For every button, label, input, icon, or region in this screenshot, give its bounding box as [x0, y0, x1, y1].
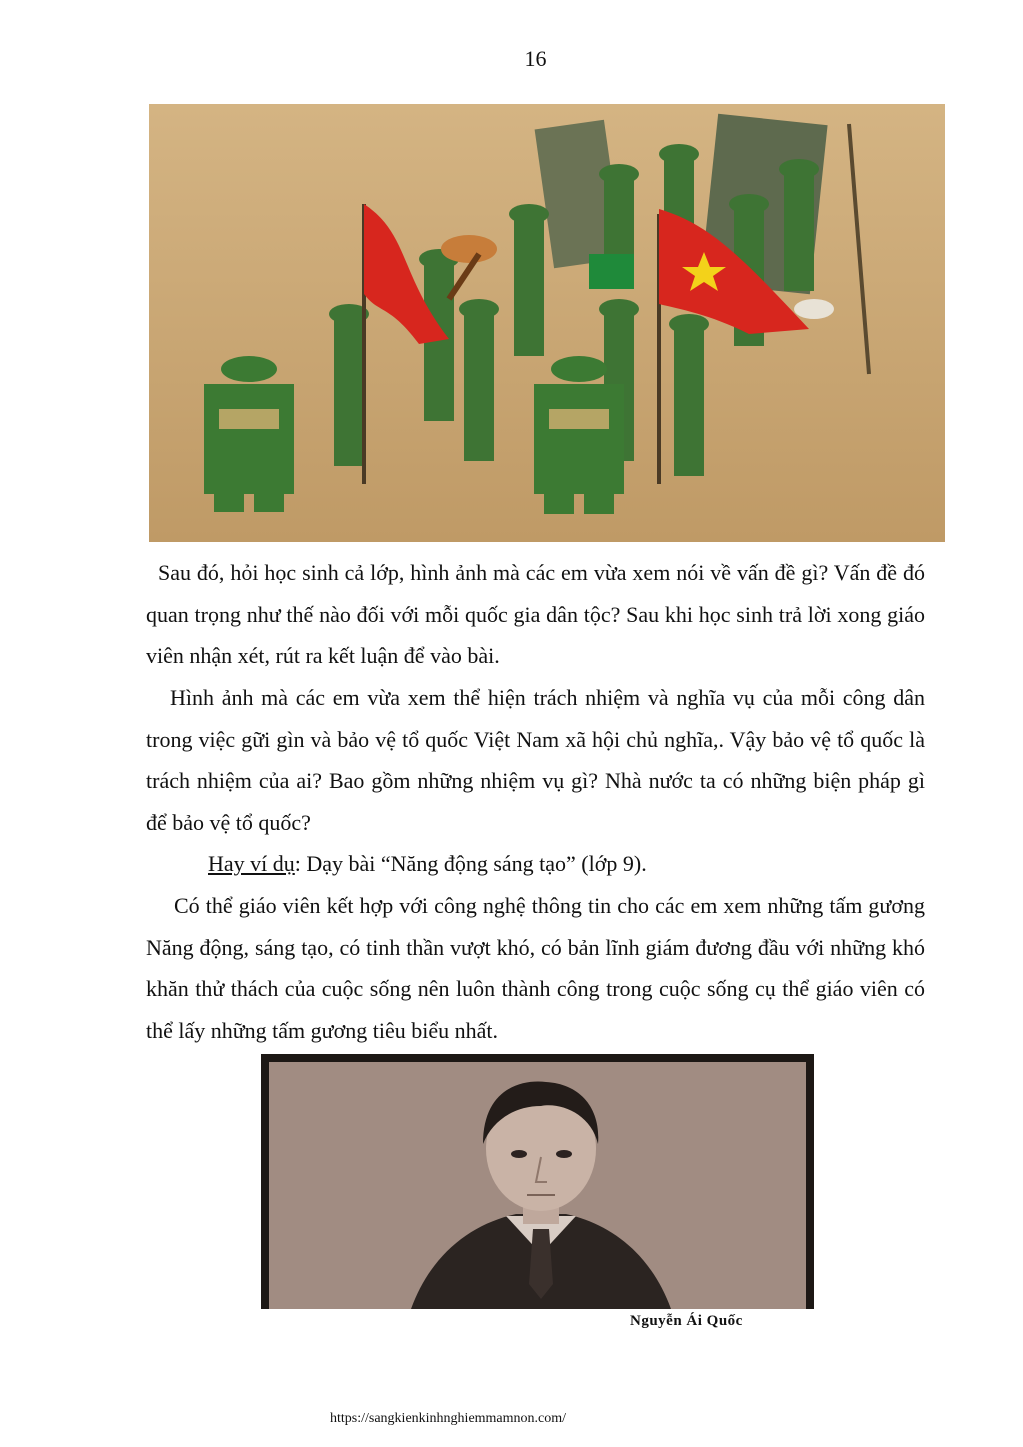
paragraph-4: Có thể giáo viên kết hợp với công nghệ thông tin cho các em xem những tấm gương Năng động, sáng tạo, có tinh thần vượt khó, có bản lĩnh giám đương đầu với những khó khăn thử thách của cuộc sống nên luôn thành công trong cuộc sống cụ thể giáo viên có thể lấy những tấm gương tiêu biểu nhất.	[146, 893, 925, 1043]
footer-url: https://sangkienkinhnghiemmamnon.com/	[330, 1411, 567, 1426]
example-label: Hay ví dụ	[208, 851, 295, 876]
portrait-photo	[261, 1054, 814, 1309]
example-text: : Dạy bài “Năng động sáng tạo” (lớp 9).	[294, 851, 647, 876]
portrait-caption: Nguyễn Ái Quốc	[630, 1313, 743, 1329]
paragraph-2: Hình ảnh mà các em vừa xem thể hiện trách nhiệm và nghĩa vụ của mỗi công dân trong việc gữi gìn và bảo vệ tổ quốc Việt Nam xã hội chủ nghĩa,. Vậy bảo vệ tổ quốc là trách nhiệm của ai? Bao gồm những nhiệm vụ gì? Nhà nước ta có những biện pháp gì để bảo vệ tổ quốc?	[146, 685, 925, 835]
paragraph-3	[146, 843, 925, 885]
soldiers-parade-photo	[149, 104, 945, 542]
page-number: 16	[524, 46, 547, 71]
paragraph-1: Sau đó, hỏi học sinh cả lớp, hình ảnh mà các em vừa xem nói về vấn đề gì? Vấn đề đó quan trọng như thế nào đối với mỗi quốc gia dân tộc? Sau khi học sinh trả lời xong giáo viên nhận xét, rút ra kết luận để vào bài.	[146, 560, 925, 669]
